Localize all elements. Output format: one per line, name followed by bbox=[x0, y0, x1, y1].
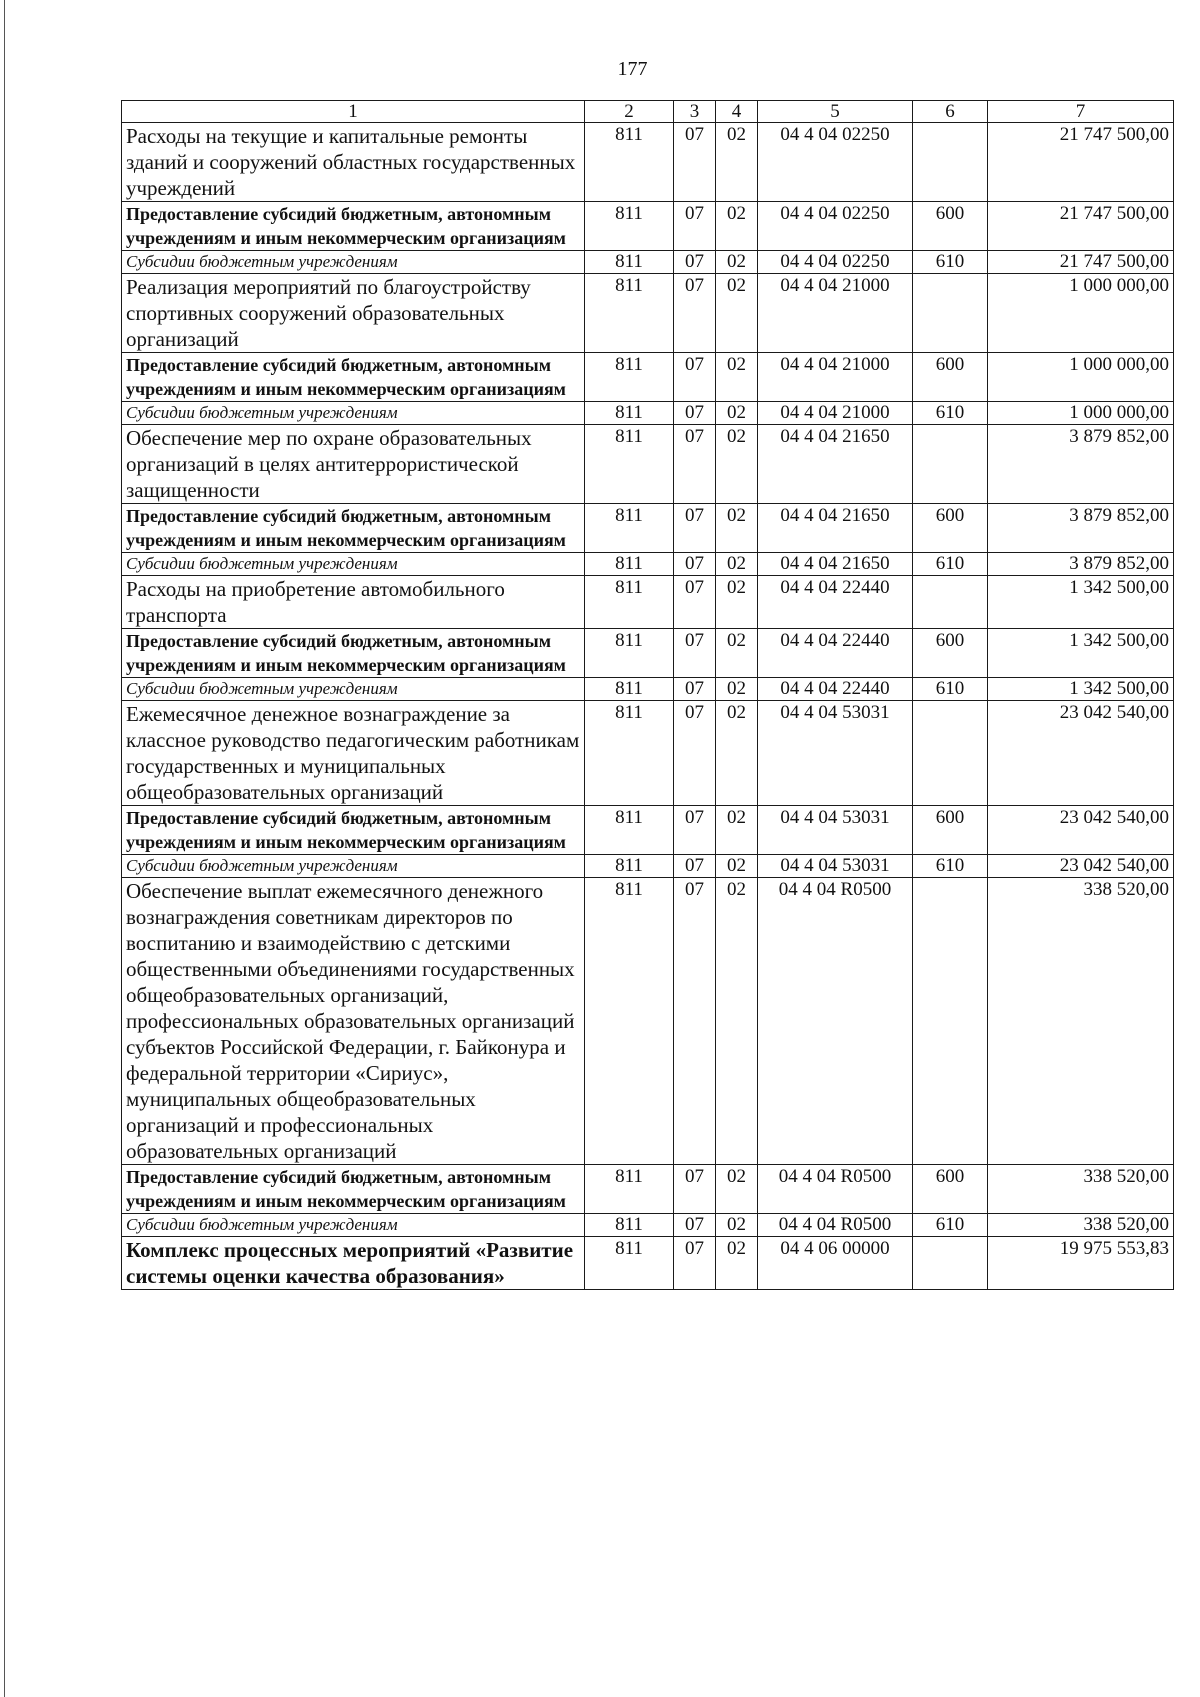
expense-type-cell: 600 bbox=[913, 629, 988, 678]
amount-cell: 3 879 852,00 bbox=[988, 425, 1174, 504]
section-cell: 07 bbox=[674, 251, 716, 274]
expense-type-cell: 600 bbox=[913, 1165, 988, 1214]
expense-type-cell bbox=[913, 1237, 988, 1290]
table-row bbox=[122, 878, 1174, 1165]
amount-cell: 3 879 852,00 bbox=[988, 553, 1174, 576]
subsection-cell: 02 bbox=[716, 806, 758, 855]
expense-type-cell bbox=[913, 701, 988, 806]
section-cell: 07 bbox=[674, 701, 716, 806]
section-cell: 07 bbox=[674, 123, 716, 202]
expense-type-cell bbox=[913, 274, 988, 353]
row-name-cell: Субсидии бюджетным учреждениям bbox=[122, 678, 585, 701]
target-article-cell: 04 4 04 53031 bbox=[758, 701, 913, 806]
amount-cell: 1 000 000,00 bbox=[988, 402, 1174, 425]
target-article-cell: 04 4 04 22440 bbox=[758, 629, 913, 678]
ministry-code-cell: 811 bbox=[585, 701, 674, 806]
subsection-cell: 02 bbox=[716, 1237, 758, 1290]
ministry-code-cell: 811 bbox=[585, 402, 674, 425]
header-cell: 2 bbox=[585, 101, 674, 123]
section-cell: 07 bbox=[674, 553, 716, 576]
header-cell: 6 bbox=[913, 101, 988, 123]
subsection-cell: 02 bbox=[716, 251, 758, 274]
section-cell: 07 bbox=[674, 576, 716, 629]
expense-type-cell bbox=[913, 878, 988, 1165]
subsection-cell: 02 bbox=[716, 576, 758, 629]
table-row bbox=[122, 576, 1174, 629]
subsection-cell: 02 bbox=[716, 701, 758, 806]
target-article-cell: 04 4 06 00000 bbox=[758, 1237, 913, 1290]
row-name-cell: Предоставление субсидий бюджетным, автономным учреждениям и иным некоммерческим организациям bbox=[122, 504, 585, 553]
header-row bbox=[122, 101, 1174, 123]
expense-type-cell: 600 bbox=[913, 202, 988, 251]
table-row bbox=[122, 274, 1174, 353]
table-row bbox=[122, 1214, 1174, 1237]
header-cell: 3 bbox=[674, 101, 716, 123]
table-row bbox=[122, 701, 1174, 806]
ministry-code-cell: 811 bbox=[585, 806, 674, 855]
section-cell: 07 bbox=[674, 504, 716, 553]
ministry-code-cell: 811 bbox=[585, 504, 674, 553]
ministry-code-cell: 811 bbox=[585, 123, 674, 202]
expense-type-cell: 600 bbox=[913, 353, 988, 402]
section-cell: 07 bbox=[674, 855, 716, 878]
amount-cell: 21 747 500,00 bbox=[988, 123, 1174, 202]
target-article-cell: 04 4 04 21650 bbox=[758, 504, 913, 553]
amount-cell: 1 342 500,00 bbox=[988, 678, 1174, 701]
amount-cell: 338 520,00 bbox=[988, 878, 1174, 1165]
header-cell: 7 bbox=[988, 101, 1174, 123]
expense-type-cell bbox=[913, 123, 988, 202]
target-article-cell: 04 4 04 R0500 bbox=[758, 1165, 913, 1214]
amount-cell: 1 342 500,00 bbox=[988, 629, 1174, 678]
subsection-cell: 02 bbox=[716, 202, 758, 251]
amount-cell: 21 747 500,00 bbox=[988, 202, 1174, 251]
target-article-cell: 04 4 04 02250 bbox=[758, 251, 913, 274]
budget-table bbox=[121, 100, 1174, 1290]
target-article-cell: 04 4 04 21000 bbox=[758, 402, 913, 425]
ministry-code-cell: 811 bbox=[585, 1237, 674, 1290]
table-row bbox=[122, 353, 1174, 402]
section-cell: 07 bbox=[674, 202, 716, 251]
row-name-cell: Предоставление субсидий бюджетным, автономным учреждениям и иным некоммерческим организациям bbox=[122, 806, 585, 855]
table-row bbox=[122, 123, 1174, 202]
section-cell: 07 bbox=[674, 1214, 716, 1237]
expense-type-cell: 600 bbox=[913, 504, 988, 553]
header-cell: 1 bbox=[122, 101, 585, 123]
table-row bbox=[122, 425, 1174, 504]
amount-cell: 1 000 000,00 bbox=[988, 274, 1174, 353]
subsection-cell: 02 bbox=[716, 553, 758, 576]
target-article-cell: 04 4 04 21000 bbox=[758, 353, 913, 402]
amount-cell: 338 520,00 bbox=[988, 1214, 1174, 1237]
target-article-cell: 04 4 04 21650 bbox=[758, 553, 913, 576]
ministry-code-cell: 811 bbox=[585, 576, 674, 629]
target-article-cell: 04 4 04 21000 bbox=[758, 274, 913, 353]
subsection-cell: 02 bbox=[716, 878, 758, 1165]
row-name-cell: Ежемесячное денежное вознаграждение за классное руководство педагогическим работникам государственных и муниципальных общеобразовательных организаций bbox=[122, 701, 585, 806]
row-name-cell: Субсидии бюджетным учреждениям bbox=[122, 402, 585, 425]
row-name-cell: Субсидии бюджетным учреждениям bbox=[122, 855, 585, 878]
expense-type-cell: 610 bbox=[913, 855, 988, 878]
ministry-code-cell: 811 bbox=[585, 878, 674, 1165]
ministry-code-cell: 811 bbox=[585, 553, 674, 576]
table-row bbox=[122, 1165, 1174, 1214]
table-row bbox=[122, 553, 1174, 576]
row-name-cell: Реализация мероприятий по благоустройству спортивных сооружений образовательных организаций bbox=[122, 274, 585, 353]
table-row bbox=[122, 202, 1174, 251]
table-row bbox=[122, 1237, 1174, 1290]
ministry-code-cell: 811 bbox=[585, 1214, 674, 1237]
header-cell: 5 bbox=[758, 101, 913, 123]
subsection-cell: 02 bbox=[716, 425, 758, 504]
target-article-cell: 04 4 04 53031 bbox=[758, 806, 913, 855]
section-cell: 07 bbox=[674, 806, 716, 855]
subsection-cell: 02 bbox=[716, 855, 758, 878]
section-cell: 07 bbox=[674, 878, 716, 1165]
subsection-cell: 02 bbox=[716, 402, 758, 425]
ministry-code-cell: 811 bbox=[585, 353, 674, 402]
ministry-code-cell: 811 bbox=[585, 425, 674, 504]
ministry-code-cell: 811 bbox=[585, 1165, 674, 1214]
page-left-edge bbox=[4, 0, 5, 1697]
ministry-code-cell: 811 bbox=[585, 629, 674, 678]
ministry-code-cell: 811 bbox=[585, 855, 674, 878]
section-cell: 07 bbox=[674, 1165, 716, 1214]
subsection-cell: 02 bbox=[716, 678, 758, 701]
subsection-cell: 02 bbox=[716, 353, 758, 402]
expense-type-cell: 610 bbox=[913, 1214, 988, 1237]
amount-cell: 338 520,00 bbox=[988, 1165, 1174, 1214]
ministry-code-cell: 811 bbox=[585, 251, 674, 274]
subsection-cell: 02 bbox=[716, 123, 758, 202]
table-row bbox=[122, 504, 1174, 553]
subsection-cell: 02 bbox=[716, 1214, 758, 1237]
row-name-cell: Предоставление субсидий бюджетным, автономным учреждениям и иным некоммерческим организациям bbox=[122, 1165, 585, 1214]
section-cell: 07 bbox=[674, 678, 716, 701]
expense-type-cell: 600 bbox=[913, 806, 988, 855]
ministry-code-cell: 811 bbox=[585, 202, 674, 251]
row-name-cell: Обеспечение мер по охране образовательных организаций в целях антитеррористической защищенности bbox=[122, 425, 585, 504]
row-name-cell: Субсидии бюджетным учреждениям bbox=[122, 553, 585, 576]
expense-type-cell bbox=[913, 576, 988, 629]
page-number: 177 bbox=[617, 58, 648, 80]
subsection-cell: 02 bbox=[716, 274, 758, 353]
target-article-cell: 04 4 04 02250 bbox=[758, 123, 913, 202]
amount-cell: 23 042 540,00 bbox=[988, 701, 1174, 806]
amount-cell: 21 747 500,00 bbox=[988, 251, 1174, 274]
section-cell: 07 bbox=[674, 425, 716, 504]
expense-type-cell bbox=[913, 425, 988, 504]
expense-type-cell: 610 bbox=[913, 678, 988, 701]
row-name-cell: Расходы на приобретение автомобильного транспорта bbox=[122, 576, 585, 629]
table-row bbox=[122, 855, 1174, 878]
table-row bbox=[122, 806, 1174, 855]
subsection-cell: 02 bbox=[716, 629, 758, 678]
section-cell: 07 bbox=[674, 402, 716, 425]
section-cell: 07 bbox=[674, 353, 716, 402]
target-article-cell: 04 4 04 R0500 bbox=[758, 1214, 913, 1237]
table-row bbox=[122, 678, 1174, 701]
amount-cell: 1 342 500,00 bbox=[988, 576, 1174, 629]
header-cell: 4 bbox=[716, 101, 758, 123]
ministry-code-cell: 811 bbox=[585, 678, 674, 701]
expense-type-cell: 610 bbox=[913, 402, 988, 425]
target-article-cell: 04 4 04 21650 bbox=[758, 425, 913, 504]
subsection-cell: 02 bbox=[716, 504, 758, 553]
target-article-cell: 04 4 04 02250 bbox=[758, 202, 913, 251]
row-name-cell: Предоставление субсидий бюджетным, автономным учреждениям и иным некоммерческим организациям bbox=[122, 202, 585, 251]
amount-cell: 3 879 852,00 bbox=[988, 504, 1174, 553]
table-row bbox=[122, 251, 1174, 274]
target-article-cell: 04 4 04 22440 bbox=[758, 678, 913, 701]
amount-cell: 1 000 000,00 bbox=[988, 353, 1174, 402]
target-article-cell: 04 4 04 R0500 bbox=[758, 878, 913, 1165]
table-row bbox=[122, 402, 1174, 425]
ministry-code-cell: 811 bbox=[585, 274, 674, 353]
expense-type-cell: 610 bbox=[913, 553, 988, 576]
target-article-cell: 04 4 04 53031 bbox=[758, 855, 913, 878]
table-row bbox=[122, 629, 1174, 678]
subsection-cell: 02 bbox=[716, 1165, 758, 1214]
row-name-cell: Расходы на текущие и капитальные ремонты зданий и сооружений областных государственных учреждений bbox=[122, 123, 585, 202]
row-name-cell: Субсидии бюджетным учреждениям bbox=[122, 251, 585, 274]
section-cell: 07 bbox=[674, 1237, 716, 1290]
section-cell: 07 bbox=[674, 629, 716, 678]
row-name-cell: Предоставление субсидий бюджетным, автономным учреждениям и иным некоммерческим организациям bbox=[122, 353, 585, 402]
expense-type-cell: 610 bbox=[913, 251, 988, 274]
row-name-cell: Предоставление субсидий бюджетным, автономным учреждениям и иным некоммерческим организациям bbox=[122, 629, 585, 678]
target-article-cell: 04 4 04 22440 bbox=[758, 576, 913, 629]
section-cell: 07 bbox=[674, 274, 716, 353]
amount-cell: 19 975 553,83 bbox=[988, 1237, 1174, 1290]
row-name-cell: Субсидии бюджетным учреждениям bbox=[122, 1214, 585, 1237]
amount-cell: 23 042 540,00 bbox=[988, 806, 1174, 855]
amount-cell: 23 042 540,00 bbox=[988, 855, 1174, 878]
row-name-cell: Комплекс процессных мероприятий «Развитие системы оценки качества образования» bbox=[122, 1237, 585, 1290]
row-name-cell: Обеспечение выплат ежемесячного денежного вознаграждения советникам директоров по воспитанию и взаимодействию с детскими общественными объединениями государственных общеобразовательных организаций, профессиональных образовательных организаций субъектов Российской Федерации, г. Байконура и федеральной территории «Сириус», муниципальных общеобразовательных организаций и профессиональных образовательных организаций bbox=[122, 878, 585, 1165]
